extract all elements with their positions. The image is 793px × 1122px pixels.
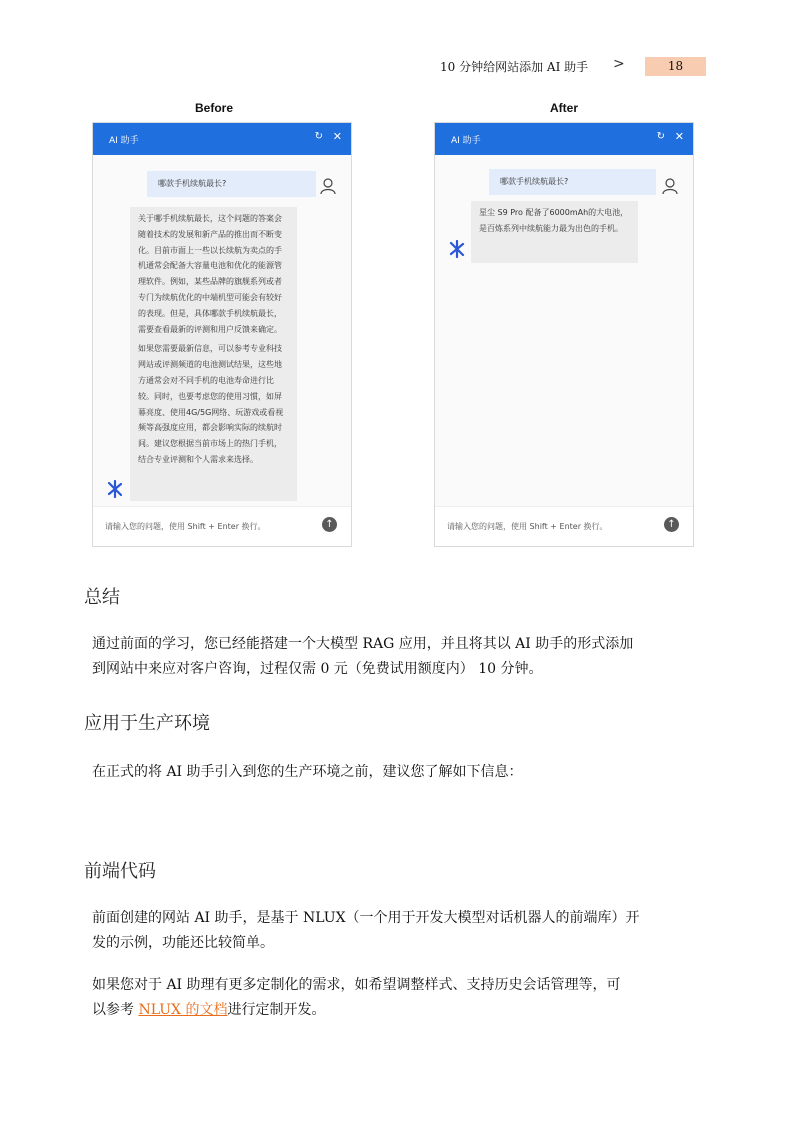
close-icon[interactable]: ✕ xyxy=(674,130,684,143)
frontend-heading: 前端代码 xyxy=(84,861,156,882)
assistant-answer-bubble xyxy=(471,201,638,263)
user-question-bubble: 哪款手机续航最长? xyxy=(147,171,316,197)
assistant-bot-icon xyxy=(447,239,467,259)
summary-paragraph xyxy=(92,632,633,682)
answer-paragraph: 星尘 S9 Pro 配备了6000mAh的大电池，是百炼系列中续航能力最为出色的手机。 xyxy=(479,208,629,233)
summary-line: 到网站中来应对客户咨询，过程仅需 0 元（免费试用额度内） 10 分钟。 xyxy=(92,661,543,677)
assistant-bot-icon xyxy=(105,479,125,499)
answer-paragraph: 如果您需要最新信息，可以参考专业科技网站或评测频道的电池测试结果，这些地方通常会对不同手机的电池寿命进行比较。同时，也要考虑您的使用习惯，如屏幕亮度、使用4G/5G网络、玩游戏或看视频等高强度应用，都会影响实际的续航时间。建议您根据当前市场上的热门手机，结合专业评测和个人需求来选择。 xyxy=(138,344,284,464)
frontend-paragraph xyxy=(92,906,640,956)
page-number-badge: 18 xyxy=(645,57,706,76)
customize-line: 如果您对于 AI 助理有更多定制化的需求，如希望调整样式、支持历史会话管理等，可 xyxy=(92,977,621,993)
user-question-bubble: 哪款手机续航最长? xyxy=(489,169,656,195)
close-icon[interactable]: ✕ xyxy=(332,130,342,143)
after-label: After xyxy=(549,101,578,115)
before-label: Before xyxy=(194,101,233,115)
customize-paragraph xyxy=(92,973,621,1023)
before-chat-panel xyxy=(92,122,352,547)
chat-input-placeholder[interactable]: 请输入您的问题，使用 Shift + Enter 换行。 xyxy=(105,522,266,531)
chat-input-row[interactable] xyxy=(93,506,351,547)
send-arrow-icon[interactable]: ↑ xyxy=(322,517,337,532)
chat-header xyxy=(435,123,693,155)
send-arrow-icon[interactable]: ↑ xyxy=(664,517,679,532)
assistant-answer-bubble xyxy=(130,207,297,501)
reload-icon[interactable]: ↻ xyxy=(656,131,665,142)
user-avatar-icon xyxy=(319,177,337,195)
frontend-line: 发的示例，功能还比较简单。 xyxy=(92,935,274,951)
nlux-docs-link[interactable]: NLUX 的文档 xyxy=(138,1002,228,1018)
customize-prefix: 以参考 xyxy=(92,1002,139,1018)
chat-title: AI 助手 xyxy=(451,136,481,146)
chat-header xyxy=(93,123,351,155)
answer-paragraph: 关于哪手机续航最长，这个问题的答案会随着技术的发展和新产品的推出而不断变化。目前市面上一些以长续航为卖点的手机通常会配备大容量电池和优化的能源管理软件。例如，某些品牌的旗舰系列或者专门为续航优化的中端机型可能会有较好的表现。但是，具体哪款手机续航最长，需要查看最新的评测和用户反馈来确定。 xyxy=(138,214,282,334)
chat-body xyxy=(93,155,351,506)
summary-line: 通过前面的学习，您已经能搭建一个大模型 RAG 应用，并且将其以 AI 助手的形式添加 xyxy=(92,636,634,652)
chat-input-placeholder[interactable]: 请输入您的问题，使用 Shift + Enter 换行。 xyxy=(447,522,608,531)
production-paragraph: 在正式的将 AI 助手引入到您的生产环境之前，建议您了解如下信息： xyxy=(92,764,523,780)
reload-icon[interactable]: ↻ xyxy=(314,131,323,142)
chat-input-row[interactable] xyxy=(435,506,693,547)
running-header-title: 10 分钟给网站添加 AI 助手 xyxy=(440,60,589,74)
customize-line xyxy=(92,998,621,1023)
customize-suffix: 进行定制开发。 xyxy=(227,1002,326,1018)
chat-title: AI 助手 xyxy=(109,136,139,146)
user-avatar-icon xyxy=(661,177,679,195)
production-heading: 应用于生产环境 xyxy=(84,713,210,734)
frontend-line: 前面创建的网站 AI 助手，是基于 NLUX（一个用于开发大模型对话机器人的前端库）开 xyxy=(92,910,640,926)
summary-heading: 总结 xyxy=(84,587,120,608)
chat-body xyxy=(435,155,693,506)
chevron-right-icon: > xyxy=(613,56,625,72)
after-chat-panel xyxy=(434,122,694,547)
